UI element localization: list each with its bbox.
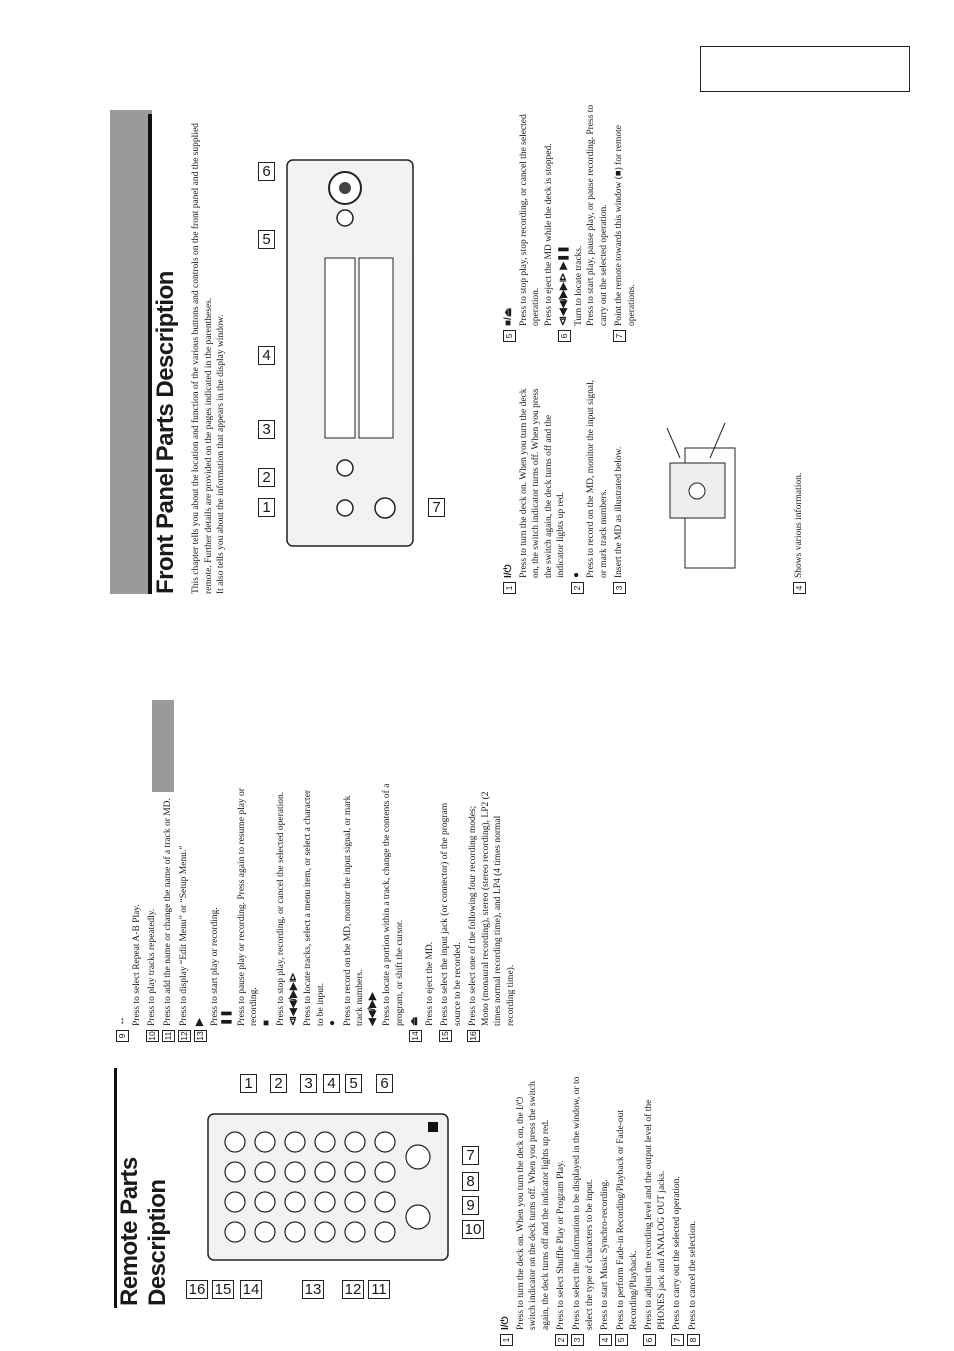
remote-button-16	[315, 1132, 335, 1152]
front-section-header-band	[110, 110, 152, 594]
remote-callout-4: 4	[323, 1074, 340, 1093]
remote-callout-9: 9	[462, 1196, 479, 1215]
front-items-list-a	[503, 379, 629, 594]
remote-item-5: 5 Press to perform Fade-in Recording/Playback or Fade-out Recording/Playback.	[615, 1076, 640, 1346]
front-callout-7: 7	[428, 498, 445, 517]
remote-callout-10: 10	[462, 1220, 484, 1239]
remote-item-2: 2 Press to select Shuffle Play or Program Play.	[555, 1076, 568, 1346]
front-section-title	[152, 114, 180, 594]
md-insert-svg	[665, 418, 760, 578]
remote-callout-16: 16	[186, 1280, 208, 1299]
remote-item-16: 16 Press to select one of the following four recording modes; Mono (monaural recording), stereo (stereo recording), LP2 (2 times normal recording time), and LP4 (4 times normal recording time).	[468, 791, 516, 1041]
md-pointer-line-1	[667, 428, 680, 458]
md-insert-illustration	[665, 418, 760, 578]
remote-item-10: 10 Press to play tracks repeatedly.	[147, 908, 157, 1041]
remote-item-4: 4 Press to start Music Synchro-recording.	[599, 1076, 612, 1346]
front-item-3: 3 Insert the MD as illustrated below.	[613, 379, 626, 594]
remote-button-9	[285, 1222, 305, 1242]
remote-callout-15: 15	[212, 1280, 234, 1299]
remote-item-7: 7 Press to carry out the selected operation.	[671, 1076, 684, 1346]
remote-callout-14: 14	[240, 1280, 262, 1299]
remote-callout-2: 2	[270, 1074, 287, 1093]
remote-button-26	[406, 1145, 430, 1169]
front-callout-1: 1	[258, 498, 275, 517]
remote-button-1	[225, 1222, 245, 1242]
deck-record-button	[337, 460, 353, 476]
remote-section-title	[116, 1066, 172, 1306]
front-item-6: 6 ⧏◀◀/▶▶⧐ ▶❚❚ Turn to locate tracks. Press to start play, pause play, or pause recording. Press to carry out the selected operation.	[558, 102, 610, 342]
remote-item-6: 6 Press to adjust the recording level and the output level of the PHONES jack and ANALOG OUT jacks.	[643, 1076, 668, 1346]
front-item-5: 5 ■/⏏ Press to stop play, stop recording, or cancel the selected operation. Press to eject the MD while the deck is stopped.	[503, 102, 555, 342]
remote-item-9: 9 ↔ Press to select Repeat A-B Play.	[116, 782, 143, 1042]
deck-jog-center	[339, 182, 351, 194]
remote-button-4	[225, 1132, 245, 1152]
remote-callout-1: 1	[240, 1074, 257, 1093]
front-intro	[190, 114, 228, 594]
page-tab-band	[152, 700, 174, 792]
remote-button-8	[255, 1132, 275, 1152]
front-items-list-b	[503, 102, 641, 342]
remote-item-1: 1 I/⏻ Press to turn the deck on. When you turn the deck on, the I/⏻ switch indicator on the deck turns off. When you press the switch again, the deck turns off and the indicator lights up red.	[500, 1076, 552, 1346]
display-window	[359, 258, 393, 438]
remote-callout-7: 7	[462, 1146, 479, 1165]
deck-power-button	[337, 500, 353, 516]
remote-callout-3: 3	[300, 1074, 317, 1093]
front-intro-paragraph-1: This chapter tells you about the location and function of the various buttons and controls on the front panel and the supplied remote. Further details are provided on the pages indicated in the parentheses.	[191, 123, 214, 594]
remote-button-24	[375, 1132, 395, 1152]
remote-svg	[190, 1112, 450, 1262]
remote-item-3: 3 Press to select the information to be displayed in the window, or to select the type of characters to be input.	[571, 1076, 596, 1346]
front-title: Front Panel Parts Description	[152, 271, 179, 594]
remote-button-15	[315, 1162, 335, 1182]
front-callout-4: 4	[258, 346, 275, 365]
remote-button-7	[255, 1162, 275, 1182]
remote-callout-8: 8	[462, 1172, 479, 1191]
remote-callout-11: 11	[368, 1280, 390, 1299]
front-callout-3: 3	[258, 420, 275, 439]
remote-button-22	[375, 1192, 395, 1212]
front-callout-2: 2	[258, 468, 275, 487]
remote-button-5	[255, 1222, 275, 1242]
remote-item-14: 14 ⏏ Press to eject the MD.	[409, 941, 435, 1041]
remote-button-2	[225, 1192, 245, 1212]
remote-button-20	[345, 1132, 365, 1152]
front-items-list-c	[793, 379, 809, 594]
remote-button-3	[225, 1162, 245, 1182]
remote-button-11	[285, 1162, 305, 1182]
front-panel-illustration	[285, 158, 415, 548]
remote-button-23	[375, 1162, 395, 1182]
remote-item-13: 13 ▶ Press to start play or recording. ❚❚ Press to pause play or recording. Press again to resume play or recording. ■ Press to stop play, recording, or cancel the selected operation. ⧏◀◀/▶▶⧐ Press to locate tracks, select a menu item, or select a character to be input. ● Press to record on the MD, monitor the input signal, or mark track numbers. ◀◀/▶▶ Press to locate a portion within a track, change the contents of a program, or shift the cursor.	[194, 783, 405, 1041]
front-callout-5: 5	[258, 230, 275, 249]
front-item-1: 1 I/⏻ Press to turn the deck on. When you turn the deck on, the switch indicator turns off. When you press the switch again, the deck turns off and the indicator lights up red.	[503, 379, 568, 594]
front-item-2: 2 ● Press to record on the MD, monitor the input signal, or mark track numbers.	[571, 379, 611, 594]
remote-item-12: 12 Press to display “Edit Menu” or “Setup Menu.”	[179, 845, 189, 1041]
remote-callout-6: 6	[376, 1074, 393, 1093]
md-hub	[689, 483, 705, 499]
remote-item-11: 11 Press to add the name or change the name of a track or MD.	[163, 798, 173, 1041]
remote-illustration	[190, 1112, 450, 1262]
remote-item-8: 8 Press to cancel the selection.	[687, 1076, 700, 1346]
remote-button-12	[285, 1132, 305, 1152]
remote-button-6	[255, 1192, 275, 1212]
remote-button-25	[406, 1205, 430, 1229]
remote-button-21	[375, 1222, 395, 1242]
remote-button-18	[345, 1192, 365, 1212]
remote-item-15: 15 Press to select the input jack (or connector) of the program source to be recorded.	[440, 802, 463, 1041]
remote-items-list-a	[500, 1076, 703, 1346]
remote-callout-13: 13	[302, 1280, 324, 1299]
front-callout-6: 6	[258, 162, 275, 181]
front-item-7: 7 Point the remote towards this window (■) for remote operations.	[613, 102, 638, 342]
remote-button-10	[285, 1192, 305, 1212]
deck-stop-eject-button	[337, 210, 353, 226]
remote-button-19	[345, 1162, 365, 1182]
corner-label-box	[700, 46, 910, 92]
remote-callout-12: 12	[342, 1280, 364, 1299]
remote-ir-window	[428, 1122, 438, 1132]
remote-title-line1: Remote Parts	[116, 1157, 143, 1306]
remote-button-17	[345, 1222, 365, 1242]
remote-callout-5: 5	[345, 1074, 362, 1093]
front-intro-paragraph-2: It also tells you about the information that appears in the display window.	[216, 314, 226, 594]
md-slot	[325, 258, 355, 438]
remote-button-14	[315, 1192, 335, 1212]
front-panel-svg	[285, 158, 415, 548]
remote-title-line2: Description	[144, 1179, 171, 1306]
remote-button-13	[315, 1222, 335, 1242]
remote-items-list-b	[116, 782, 520, 1042]
front-item-4: 4 Shows various information.	[793, 379, 806, 594]
deck-remote-sensor	[375, 498, 395, 518]
